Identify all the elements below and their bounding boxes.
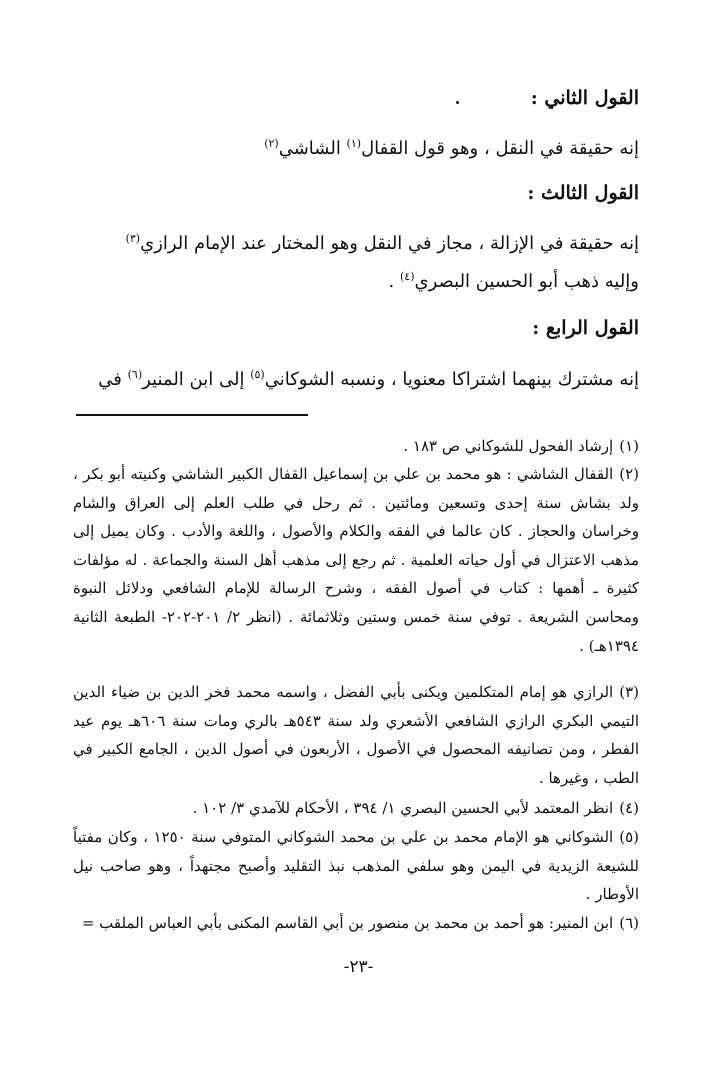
footnote-1 [73, 432, 639, 461]
paragraph-text: إلى ابن المنير [142, 369, 251, 390]
footnote-number: (١) [619, 437, 639, 455]
stray-mark [456, 101, 459, 104]
footnote-4 [73, 794, 639, 823]
footnote-number: (٤) [619, 799, 639, 817]
footnote-separator [76, 414, 308, 416]
paragraph-line [126, 233, 639, 254]
heading-second-opinion: القول الثاني : [530, 87, 639, 109]
footnote-text: القفال الشاشي : هو محمد بن علي بن إسماعيل القفال الكبير الشاشي وكنيته أبو بكر ، ولد بشاش سنة إحدى وتسعين ومائتين . ثم رحل في طلب العلم إلى العراق والشام وخراسان والحجاز . كان عالما في الفقه والكلام والأصول ، واللغة والأدب . وكان يميل إلى مذهب الاعتزال في أول حياته العلمية . ثم رجع إلى مذهب أهل السنة والجماعة . له مؤلفات كثيرة ـ أهمها : كتاب في أصول الفقه ، وشرح الرسالة للإمام الشافعي ودلائل النبوة ومحاسن الشريعة . توفي سنة خمس وستين وثلاثمائة . (انظر ٢/ ٢٠١-٢٠٢- الطبعة الثانية ١٣٩٤هـ) . [73, 465, 640, 655]
paragraph-text: في [98, 369, 128, 390]
paragraph-line [389, 271, 639, 292]
footnote-text: انظر المعتمد لأبي الحسين البصري ١/ ٣٩٤ ، الأحكام للآمدي ٣/ ١٠٢ . [192, 799, 614, 817]
footnote-ref[interactable]: (٢) [264, 137, 279, 150]
footnote-text: الرازي هو إمام المتكلمين ويكنى بأبي الفضل ، واسمه محمد فخر الدين بن ضياء الدين التيمي البكري الرازي الشافعي الأشعري ولد سنة ٥٤٣هـ بالري ومات سنة ٦٠٦هـ يوم عيد الفطر ، ومن تصانيفه المحصول في الأصول ، الأربعون في أصول الدين ، الجامع الكبير في الطب ، وغيرها . [73, 683, 639, 787]
footnote-ref[interactable]: (٦) [127, 368, 143, 381]
footnote-number: (٦) [619, 914, 639, 932]
heading-fourth-opinion: القول الرابع : [532, 317, 639, 339]
footnote-2 [73, 460, 639, 660]
paragraph-text: إنه حقيقة في الإزالة ، مجاز في النقل وهو المختار عند الإمام الرازي [140, 233, 639, 254]
paragraph-text: إنه مشترك بينهما اشتراكا معنويا ، ونسبه الشوكاني [264, 369, 639, 390]
footnote-6 [73, 909, 639, 938]
footnote-number: (٥) [619, 828, 639, 846]
paragraph-text: وإليه ذهب أبو الحسين البصري [414, 271, 639, 292]
footnote-5 [73, 823, 639, 909]
paragraph-text: الشاشي [278, 138, 347, 159]
heading-third-opinion: القول الثالث : [527, 182, 639, 204]
paragraph-text: إنه حقيقة في النقل ، وهو قول القفال [361, 138, 639, 159]
paragraph-text: . [388, 271, 400, 292]
footnote-text: الشوكاني هو الإمام محمد بن علي بن محمد الشوكاني المتوفي سنة ١٢٥٠ ، وكان مفتياً للشيعة الزيدية في اليمن وهو سلفي المذهب نبذ التقليد وأصبح مجتهداً ، وهو صاحب نيل الأوطار . [73, 828, 639, 904]
footnote-ref[interactable]: (٤) [400, 270, 415, 283]
footnote-ref[interactable]: (٥) [250, 368, 265, 381]
footnote-number: (٢) [619, 465, 639, 483]
footnote-text: ابن المنير: هو أحمد بن محمد بن منصور بن أبي القاسم المكنى بأبي العباس الملقب = [81, 914, 614, 932]
footnote-number: (٣) [619, 683, 639, 701]
page-number: -٢٣- [343, 957, 374, 977]
footnote-text: إرشاد الفحول للشوكاني ص ١٨٣ . [403, 437, 614, 455]
paragraph-line [264, 138, 639, 159]
footnote-3 [73, 678, 639, 792]
paragraph-line [98, 369, 639, 390]
footnote-ref[interactable]: (٣) [125, 232, 141, 245]
footnote-ref[interactable]: (١) [346, 137, 362, 150]
